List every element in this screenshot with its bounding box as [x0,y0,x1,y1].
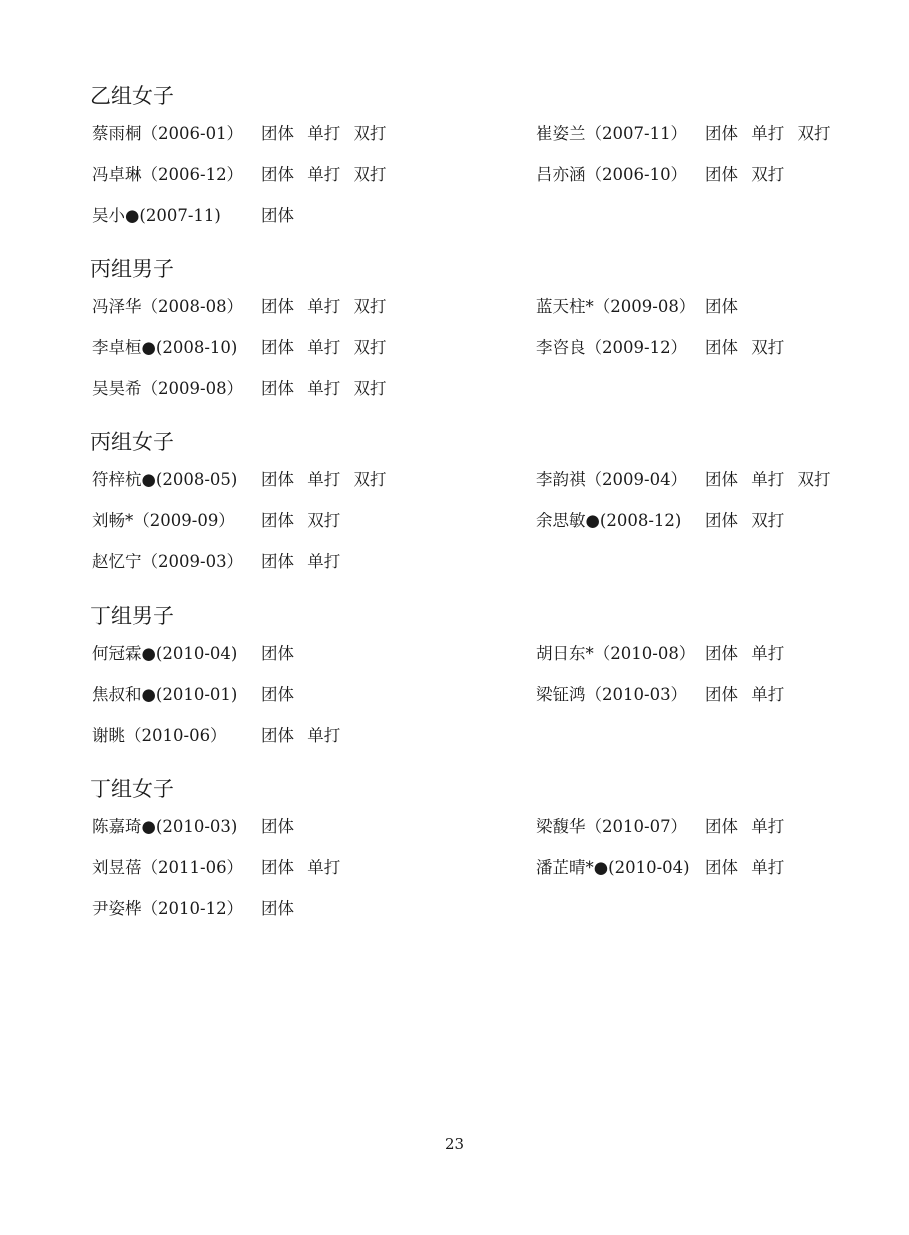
player-events: 团体 [261,899,294,918]
player-events: 团体 [261,685,294,704]
player-name-birth: 吴昊希（2009-08） [92,379,244,398]
player-name-birth: 梁钲鸿（2010-03） [536,685,688,704]
player-events: 团体 [705,297,738,316]
player-events: 团体 单打 [705,817,785,836]
player-name-birth: 蔡雨桐（2006-01） [92,124,244,143]
player-name-birth: 冯卓琳（2006-12） [92,165,244,184]
player-name-birth: 刘昱蓓（2011-06） [92,858,244,877]
player-events: 团体 单打 双打 [261,379,387,398]
player-name-birth: 吕亦涵（2006-10） [536,165,688,184]
player-name-birth: 蓝天柱*（2009-08） [536,297,696,316]
player-name-birth: 梁馥华（2010-07） [536,817,688,836]
player-events: 团体 [261,817,294,836]
player-name-birth: 李咨良（2009-12） [536,338,688,357]
player-events: 团体 单打 [705,685,785,704]
player-name-birth: 冯泽华（2008-08） [92,297,244,316]
section-title: 丙组男子 [90,257,174,281]
player-name-birth: 崔姿兰（2007-11） [536,124,688,143]
player-events: 团体 双打 [261,511,341,530]
player-name-birth: 李卓桓●(2008-10) [92,338,238,357]
player-events: 团体 单打 [705,858,785,877]
player-events: 团体 [261,644,294,663]
player-name-birth: 潘芷晴*●(2010-04) [536,858,690,877]
player-events: 团体 单打 [705,644,785,663]
player-events: 团体 单打 双打 [705,124,831,143]
player-name-birth: 何冠霖●(2010-04) [92,644,238,663]
player-name-birth: 符梓杭●(2008-05) [92,470,238,489]
page-number: 23 [444,1135,465,1153]
player-name-birth: 陈嘉琦●(2010-03) [92,817,238,836]
player-events: 团体 单打 双打 [261,297,387,316]
player-name-birth: 尹姿桦（2010-12） [92,899,244,918]
player-events: 团体 单打 双打 [261,470,387,489]
section-title: 丙组女子 [90,430,174,454]
player-name-birth: 谢眺（2010-06） [92,726,227,745]
player-events: 团体 单打 [261,726,341,745]
player-name-birth: 余思敏●(2008-12) [536,511,682,530]
player-name-birth: 刘畅*（2009-09） [92,511,235,530]
player-events: 团体 单打 双打 [261,165,387,184]
player-events: 团体 [261,206,294,225]
player-events: 团体 单打 双打 [705,470,831,489]
section-title: 丁组女子 [90,777,174,801]
player-events: 团体 双打 [705,165,785,184]
player-events: 团体 单打 [261,858,341,877]
player-name-birth: 赵忆宁（2009-03） [92,552,244,571]
player-events: 团体 双打 [705,338,785,357]
player-events: 团体 单打 双打 [261,338,387,357]
player-name-birth: 胡日东*（2010-08） [536,644,696,663]
player-name-birth: 焦叔和●(2010-01) [92,685,238,704]
player-events: 团体 双打 [705,511,785,530]
player-name-birth: 李韵祺（2009-04） [536,470,688,489]
player-events: 团体 单打 [261,552,341,571]
player-events: 团体 单打 双打 [261,124,387,143]
section-title: 乙组女子 [90,84,174,108]
section-title: 丁组男子 [90,604,174,628]
player-name-birth: 吴小●(2007-11) [92,206,221,225]
